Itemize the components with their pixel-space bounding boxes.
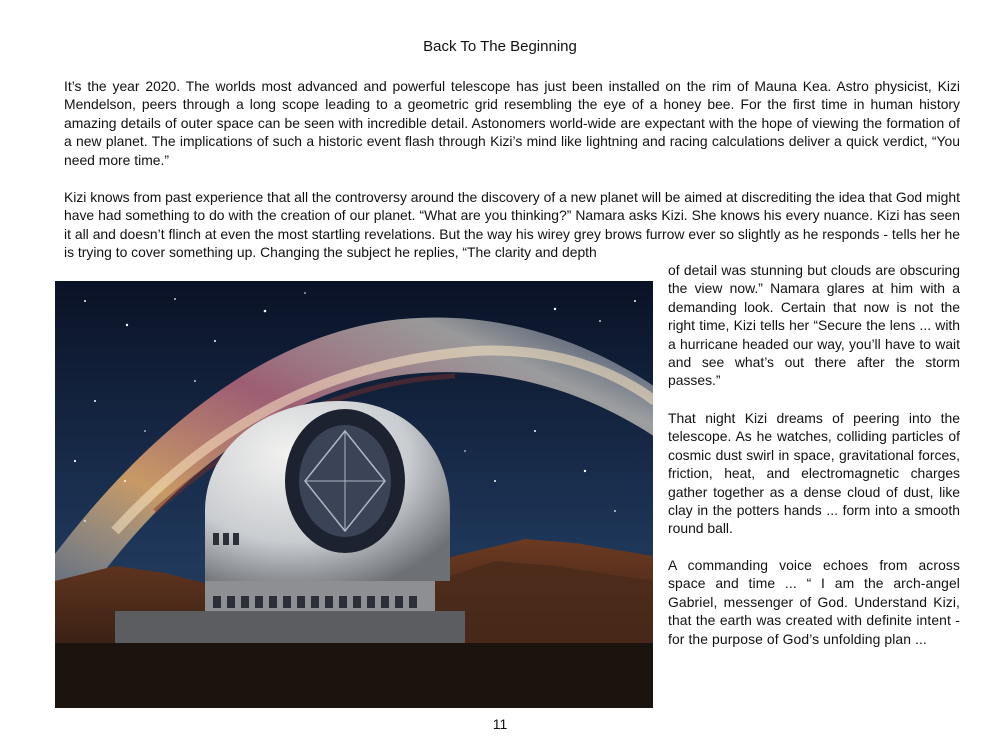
page-number: 11: [492, 716, 508, 732]
telescope-observatory-image: [55, 281, 653, 708]
paragraph-gabriel: A commanding voice echoes from across space and time ... “ I am the arch-angel Gabriel, messenger of God. Understand Kizi, that the earth was created with definite intent - for the purpose of God’s unfolding plan ...: [668, 557, 960, 647]
page-title: Back To The Beginning: [423, 38, 577, 55]
paragraph-dream: That night Kizi dreams of peering into the telescope. As he watches, colliding particles of cosmic dust swirl in space, gravitational forces, friction, heat, and electromagnetic charges gather together as a dense cloud of dust, like clay in the potters hands ... form into a smooth round ball.: [668, 410, 960, 537]
paragraph-intro: It’s the year 2020. The worlds most advanced and powerful telescope has just been installed on the rim of Mauna Kea. Astro physicist, Kizi Mendelson, peers through a long scope leading to a geometric grid resembling the eye of a honey bee. For the first time in human history amazing details of outer space can be seen with incredible detail. Astonomers world-wide are expectant with the hope of viewing the formation of a new planet. The implications of such a historic event flash through Kizi’s mind like lightning and racing calculations deliver a quick verdict, “You need more time.”: [64, 78, 960, 168]
paragraph-storm: of detail was stunning but clouds are obscuring the view now.” Namara glares at him with a demanding look. Certain that now is not the right time, Kizi tells her “Secure the lens ... with a hurricane headed our way, you’ll have to wait and see what’s out there after the storm passes.”: [668, 262, 960, 389]
paragraph-controversy: Kizi knows from past experience that all the controversy around the discovery of a new planet will be aimed at discrediting the idea that God might have had something to do with the creation of our planet. “What are you thinking?” Namara asks Kizi. She knows his every nuance. Kizi has seen it all and doesn’t flinch at even the most startling revelations. But the way his wirey grey brows furrow ever so slightly as he responds - tells her he is trying to cover something up. Changing the subject he replies, “The clarity and depth: [64, 189, 960, 261]
